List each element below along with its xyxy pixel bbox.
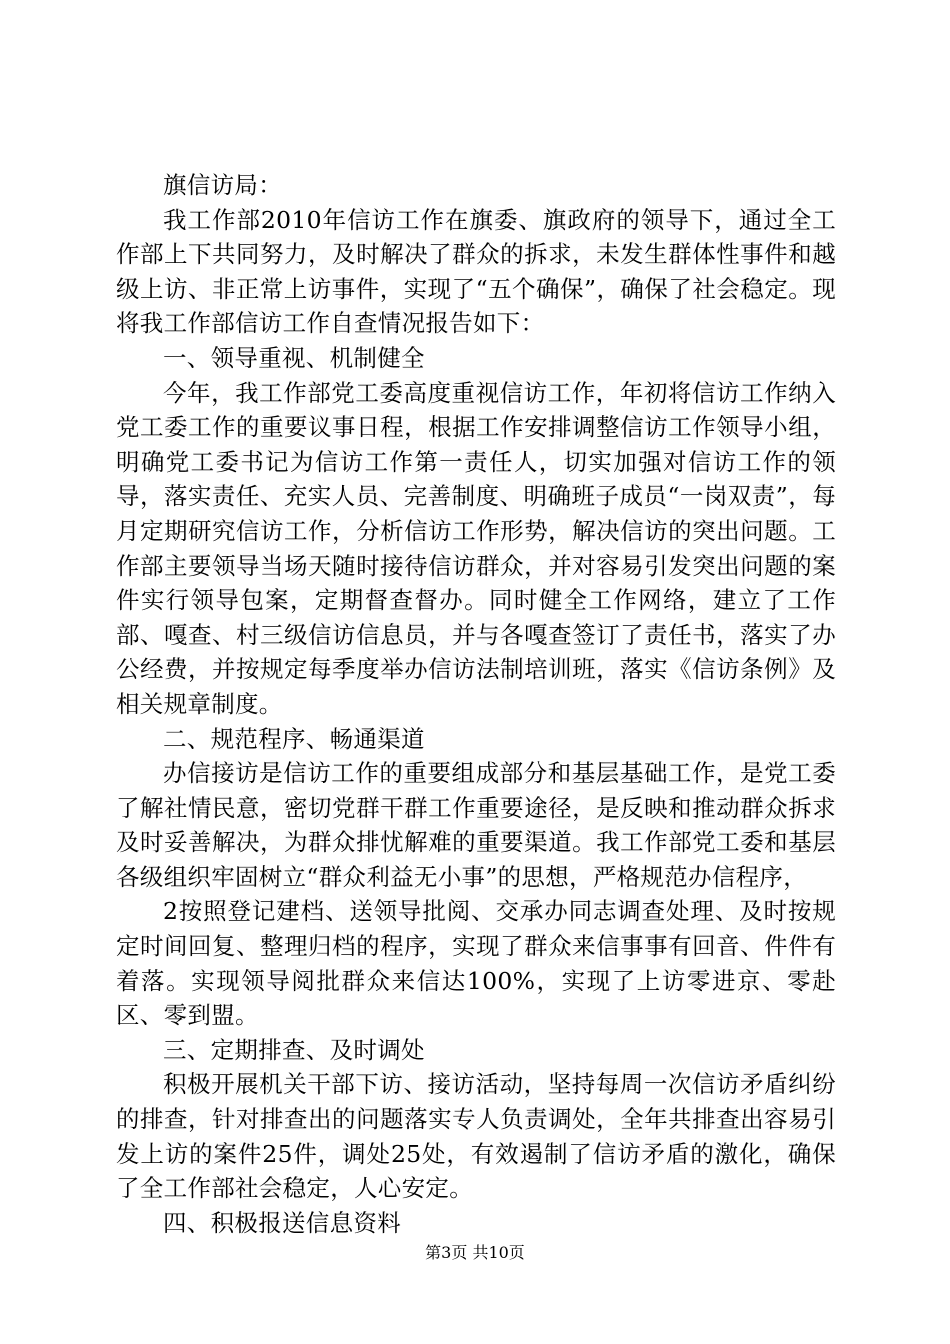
section-heading-3: 三、定期排查、及时调处 <box>163 1035 425 1064</box>
section-2-paragraph: 办信接访是信访工作的重要组成部分和基层基础工作，是党工委了解社情民意，密切党群干群工作重要途径，是反映和推动群众拆求及时妥善解决，为群众排忧解难的重要渠道。我工作部党工委和基层各级组织牢固树立“群众利益无小事”的思想，严格规范办信程序， <box>116 759 836 891</box>
page-number-footer: 第3页 共10页 <box>425 1243 525 1262</box>
section-heading-4: 四、积极报送信息资料 <box>163 1208 401 1237</box>
section-3-paragraph: 积极开展机关干部下访、接访活动，坚持每周一次信访矛盾纠纷的排查，针对排查出的问题落实专人负责调处，全年共排查出容易引发上访的案件25件，调处25处，有效遏制了信访矛盾的激化，确保了全工作部社会稳定，人心安定。 <box>116 1070 836 1203</box>
section-heading-1: 一、领导重视、机制健全 <box>163 343 425 372</box>
document-body <box>116 168 836 1240</box>
intro-paragraph: 我工作部2010年信访工作在旗委、旗政府的领导下，通过全工作部上下共同努力，及时解决了群众的拆求，未发生群体性事件和越级上访、非正常上访事件，实现了“五个确保”，确保了社会稳定。现将我工作部信访工作自查情况报告如下： <box>116 205 836 338</box>
salutation: 旗信访局： <box>163 171 282 199</box>
section-heading-2: 二、规范程序、畅通渠道 <box>163 724 425 753</box>
section-2-paragraph-cont: 2按照登记建档、送领导批阅、交承办同志调查处理、及时按规定时间回复、整理归档的程序，实现了群众来信事事有回音、件件有着落。实现领导阅批群众来信达100%，实现了上访零进京、零赴区、零到盟。 <box>116 897 836 1030</box>
section-1-paragraph: 今年，我工作部党工委高度重视信访工作，年初将信访工作纳入党工委工作的重要议事日程，根据工作安排调整信访工作领导小组，明确党工委书记为信访工作第一责任人，切实加强对信访工作的领导，落实责任、充实人员、完善制度、明确班子成员“一岗双责”，每月定期研究信访工作，分析信访工作形势，解决信访的突出问题。工作部主要领导当场天随时接待信访群众，并对容易引发突出问题的案件实行领导包案，定期督查督办。同时健全工作网络，建立了工作部、嘎查、村三级信访信息员，并与各嘎查签订了责任书，落实了办公经费，并按规定每季度举办信访法制培训班，落实《信访条例》及相关规章制度。 <box>116 378 836 718</box>
